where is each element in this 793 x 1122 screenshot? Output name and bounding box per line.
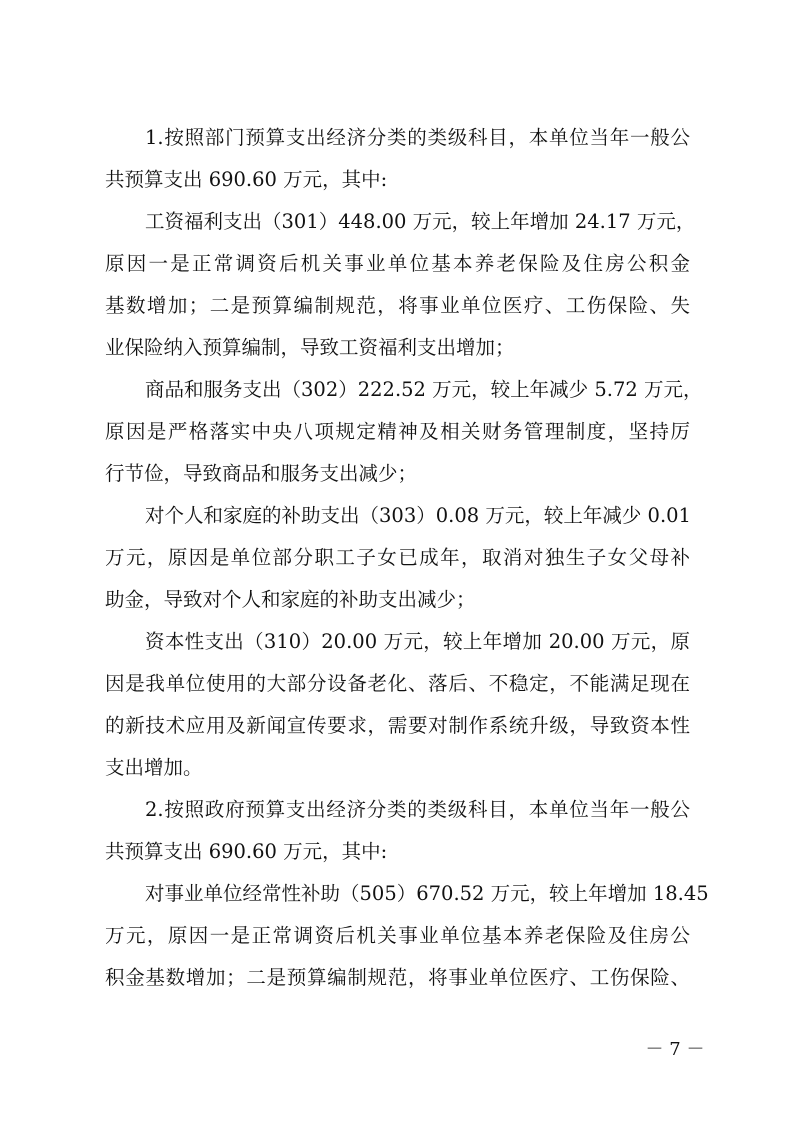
paragraph-line-11: 万元，原因是单位部分职工子女已成年，取消对独生子女父母补 [105, 546, 690, 569]
paragraph-line-2: 共预算支出 690.60 万元，其中: [105, 168, 388, 191]
paragraph-line-9: 行节俭，导致商品和服务支出减少； [105, 462, 418, 485]
paragraph-line-13: 资本性支出（310）20.00 万元，较上年增加 20.00 万元，原 [145, 630, 690, 653]
paragraph-line-12: 助金，导致对个人和家庭的补助支出减少； [105, 588, 476, 611]
paragraph-line-15: 的新技术应用及新闻宣传要求，需要对制作系统升级，导致资本性 [105, 714, 690, 737]
page-number: － 7 － [645, 1039, 705, 1060]
paragraph-line-17: 2.按照政府预算支出经济分类的类级科目，本单位当年一般公 [145, 798, 690, 821]
paragraph-line-10: 对个人和家庭的补助支出（303）0.08 万元，较上年减少 0.01 [145, 504, 691, 527]
paragraph-line-16: 支出增加。 [105, 756, 203, 779]
paragraph-line-7: 商品和服务支出（302）222.52 万元，较上年减少 5.72 万元， [145, 378, 703, 401]
paragraph-line-14: 因是我单位使用的大部分设备老化、落后、不稳定，不能满足现在 [105, 672, 690, 695]
paragraph-line-21: 积金基数增加；二是预算编制规范，将事业单位医疗、工伤保险、 [105, 966, 690, 989]
paragraph-line-8: 原因是严格落实中央八项规定精神及相关财务管理制度，坚持厉 [105, 420, 690, 443]
paragraph-line-20: 万元，原因一是正常调资后机关事业单位基本养老保险及住房公 [105, 924, 690, 947]
paragraph-line-19: 对事业单位经常性补助（505）670.52 万元，较上年增加 18.45 [145, 882, 709, 905]
paragraph-line-3: 工资福利支出（301）448.00 万元，较上年增加 24.17 万元， [145, 210, 696, 233]
paragraph-line-6: 业保险纳入预算编制，导致工资福利支出增加； [105, 336, 515, 359]
paragraph-line-4: 原因一是正常调资后机关事业单位基本养老保险及住房公积金 [105, 252, 690, 275]
paragraph-line-5: 基数增加；二是预算编制规范，将事业单位医疗、工伤保险、失 [105, 294, 690, 317]
paragraph-line-18: 共预算支出 690.60 万元，其中: [105, 840, 388, 863]
paragraph-line-1: 1.按照部门预算支出经济分类的类级科目，本单位当年一般公 [145, 126, 690, 149]
